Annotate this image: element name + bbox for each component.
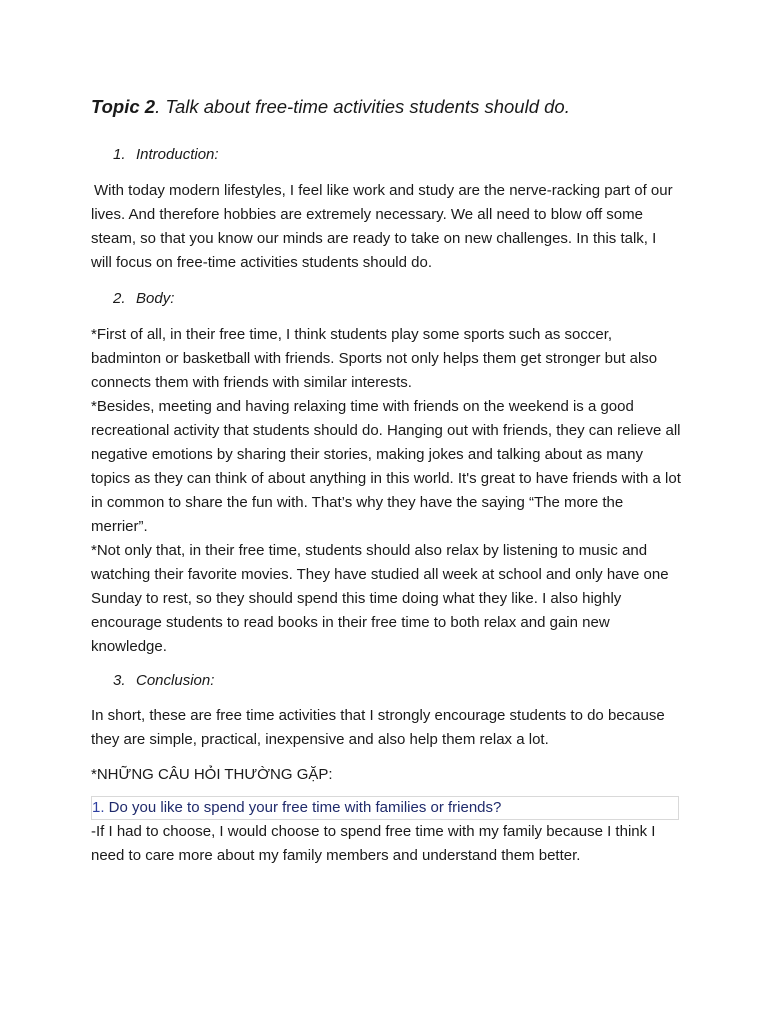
topic-text: . Talk about free-time activities students should do. [155,96,570,117]
section-title: Body: [136,290,175,307]
section-title: Conclusion: [136,672,215,689]
section-heading-conclusion [91,670,681,692]
section-number: 2. [113,290,126,307]
body-paragraph-3: *Not only that, in their free time, students should also relax by listening to music and watching their favorite movies. They have studied all week at school and only have one Sunday to rest, so they should spend this time doing what they like. I also highly encourage students to read books in their free time to both relax and gain new knowledge. [91,542,669,655]
body-paragraph-1: *First of all, in their free time, I think students play some sports such as soccer, badminton or basketball with friends. Sports not only helps them get stronger but also connects them with friends with similar interests. [91,326,658,391]
section-heading-introduction [91,144,681,166]
section-heading-body [91,288,681,310]
body-paragraph-2: *Besides, meeting and having relaxing time with friends on the weekend is a good recreational activity that students should do. Hanging out with friends, they can relieve all negative emotions by sharing their stories, making jokes and talking about as many topics as they can think of about anything in this world. It's great to have friends with a lot in common to share the fun with. That’s why they have the saying “The more the merrier”. [91,398,681,535]
question-text: Do you like to spend your free time with families or friends? [104,799,502,816]
faq-title: *NHỮNG CÂU HỎI THƯỜNG GẶP: [91,766,333,783]
question-number: 1. [92,799,105,816]
section-number: 3. [113,672,126,689]
conclusion-paragraph: In short, these are free time activities that I strongly encourage students to do because they are simple, practical, inexpensive and also help them relax a lot. [91,707,665,748]
document-title [91,94,681,120]
section-title: Introduction: [136,146,219,163]
faq-question [91,796,679,820]
document-page [91,94,681,868]
topic-label: Topic 2 [91,96,156,117]
introduction-paragraph: With today modern lifestyles, I feel like work and study are the nerve-racking part of our lives. And therefore hobbies are extremely necessary. We all need to blow off some steam, so that you know our minds are ready to take on new challenges. In this talk, I will focus on free-time activities students should do. [91,182,673,271]
section-number: 1. [113,146,126,163]
faq-answer: -If I had to choose, I would choose to spend free time with my family because I think I need to care more about my family members and understand them better. [91,823,656,864]
